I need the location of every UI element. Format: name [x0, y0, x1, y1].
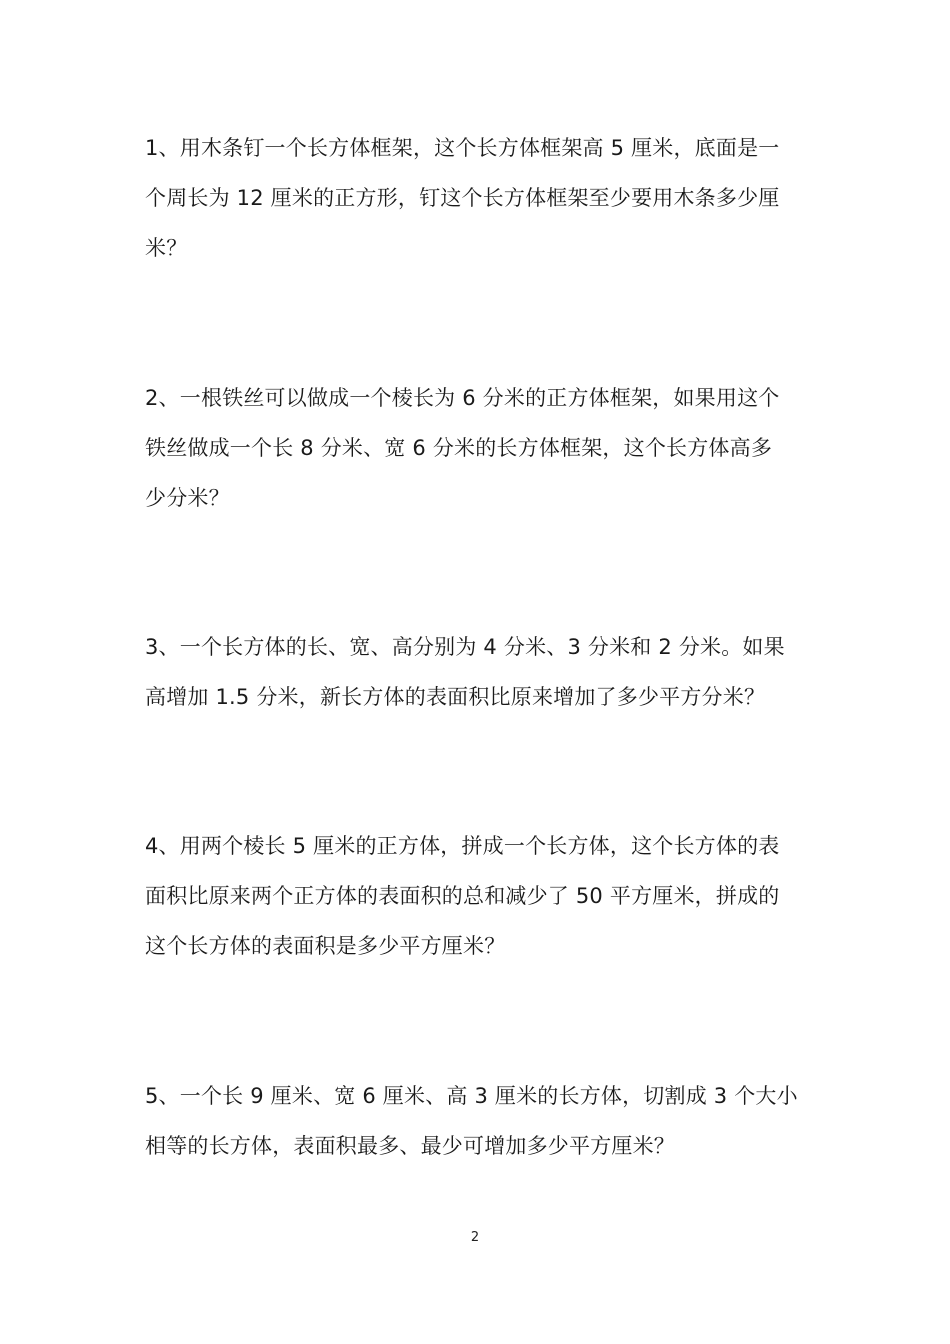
question-4-line-2: 面积比原来两个正方体的表面积的总和减少了 50 平方厘米，拼成的	[145, 884, 780, 908]
question-3-line-2: 高增加 1.5 分米，新长方体的表面积比原来增加了多少平方分米？	[145, 685, 766, 709]
question-3-line-1: 3、一个长方体的长、宽、高分别为 4 分米、3 分米和 2 分米。如果	[145, 635, 785, 659]
question-5-line-2: 相等的长方体，表面积最多、最少可增加多少平方厘米？	[145, 1134, 675, 1158]
question-5-line-1: 5、一个长 9 厘米、宽 6 厘米、高 3 厘米的长方体，切割成 3 个大小	[145, 1084, 798, 1108]
question-2-line-3: 少分米？	[145, 486, 230, 510]
question-1-line-3: 米？	[145, 236, 188, 260]
page-number: 2	[470, 1230, 480, 1245]
question-1-line-2: 个周长为 12 厘米的正方形，钉这个长方体框架至少要用木条多少厘	[145, 186, 780, 210]
question-4-line-1: 4、用两个棱长 5 厘米的正方体，拼成一个长方体，这个长方体的表	[145, 834, 780, 858]
question-2-line-2: 铁丝做成一个长 8 分米、宽 6 分米的长方体框架，这个长方体高多	[145, 436, 773, 460]
question-2-line-1: 2、一根铁丝可以做成一个棱长为 6 分米的正方体框架，如果用这个	[145, 386, 780, 410]
question-1-line-1: 1、用木条钉一个长方体框架，这个长方体框架高 5 厘米，底面是一	[145, 136, 780, 160]
question-4-line-3: 这个长方体的表面积是多少平方厘米？	[145, 934, 506, 958]
